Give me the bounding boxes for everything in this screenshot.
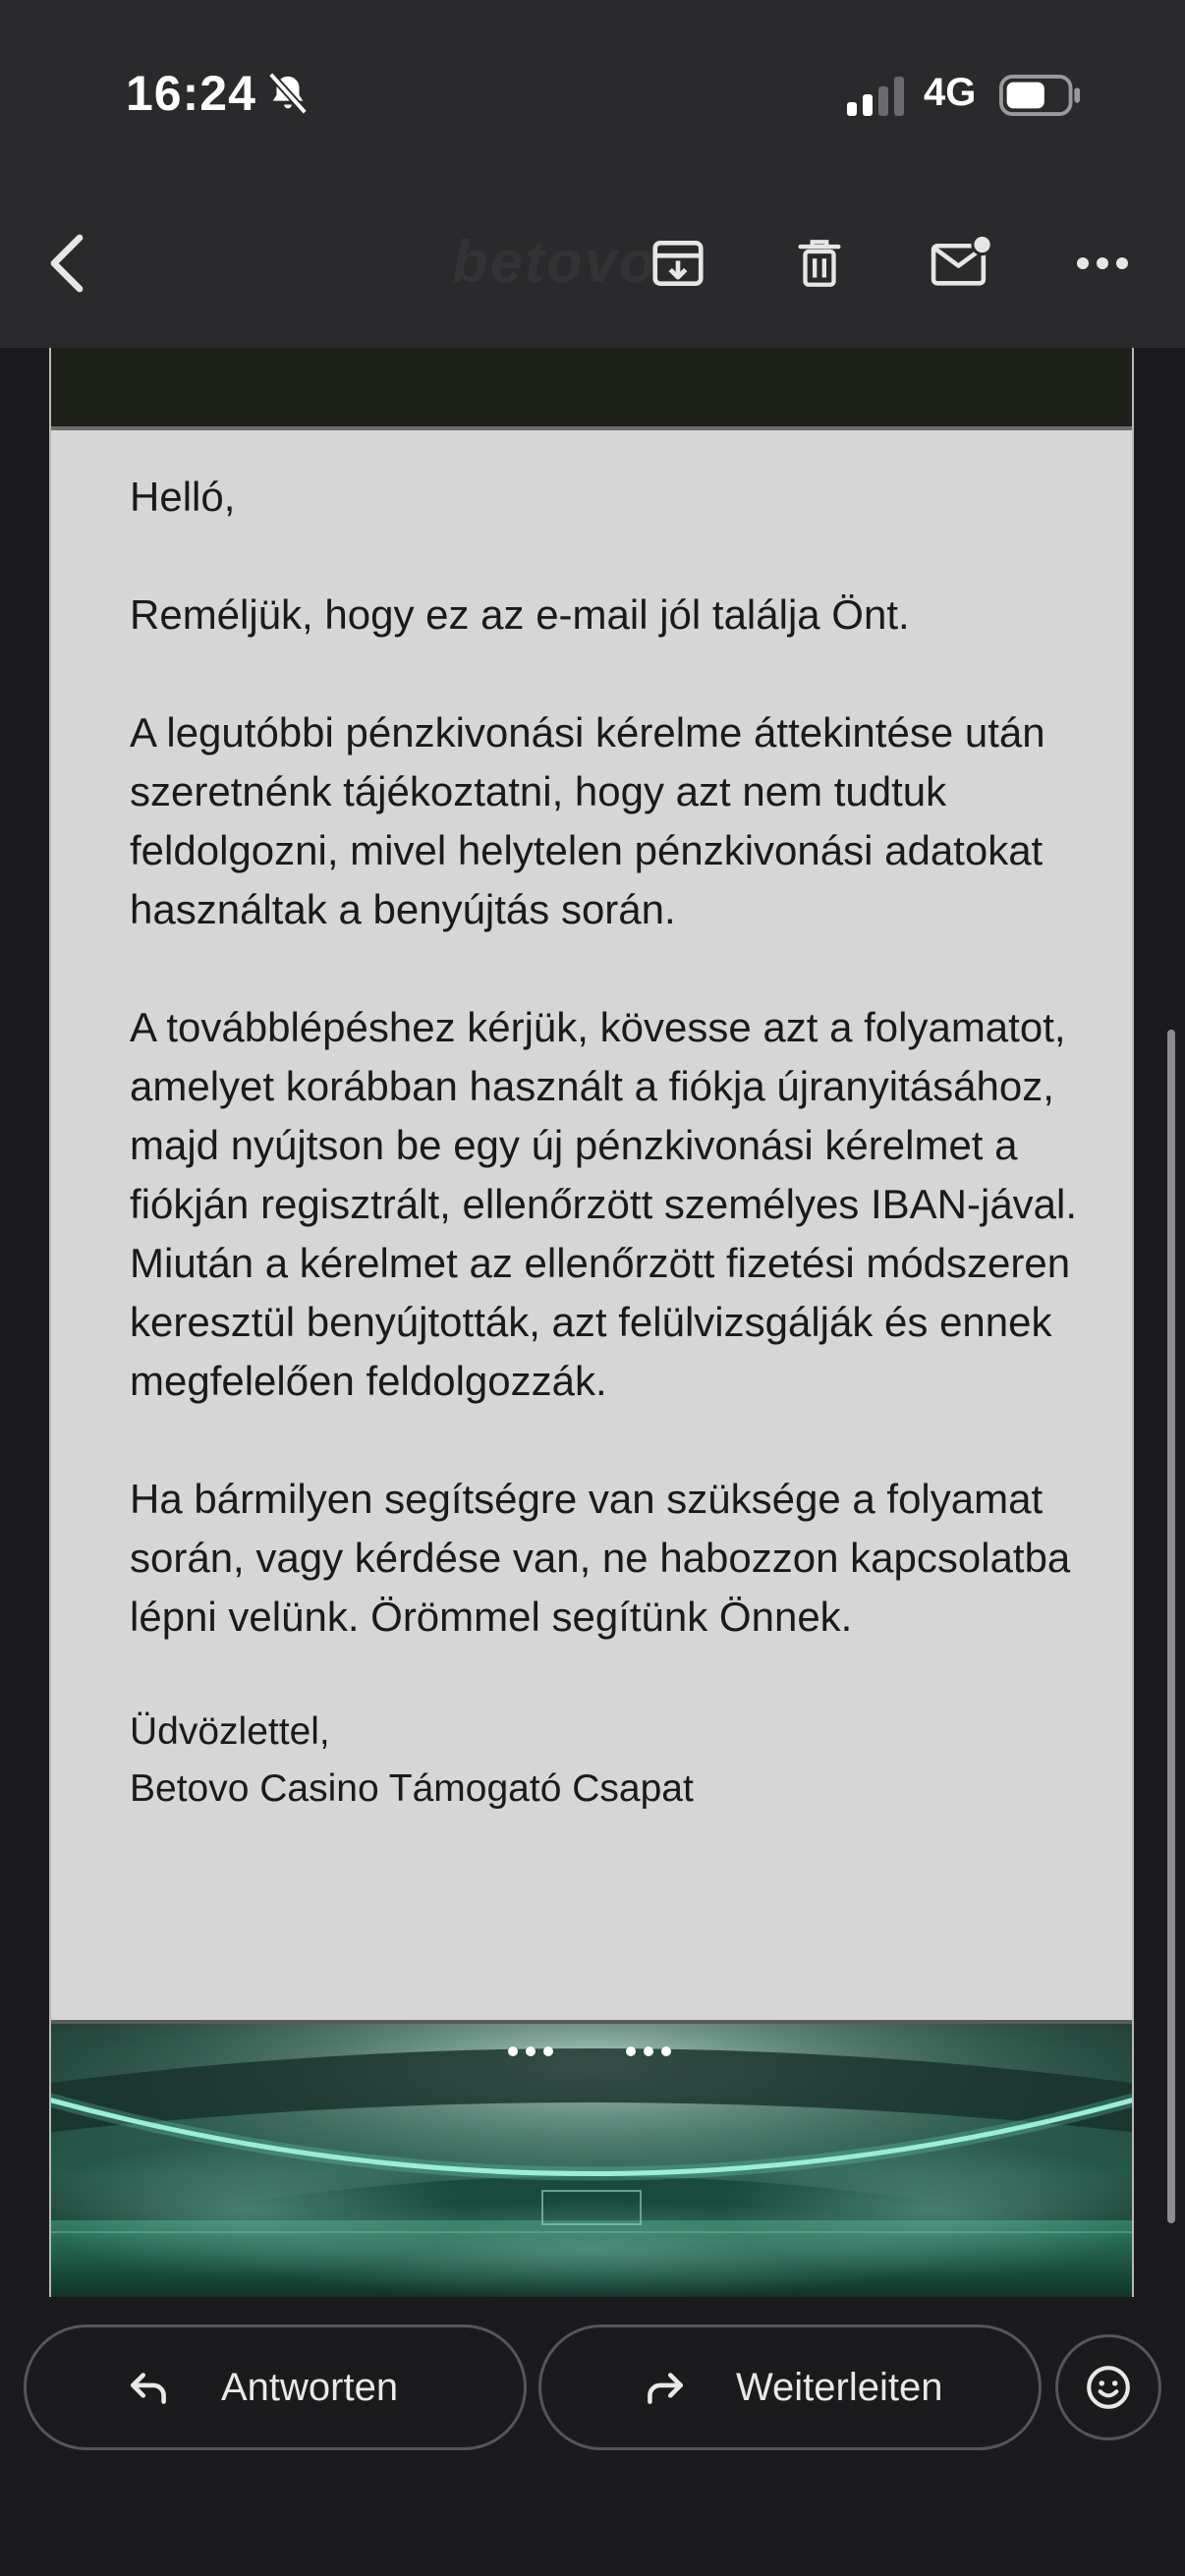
stadium-banner-image (51, 2024, 1132, 2299)
battery-icon (998, 75, 1083, 116)
scroll-indicator[interactable] (1167, 1030, 1175, 2223)
emoji-reaction-button[interactable] (1055, 2334, 1161, 2440)
reply-label: Antworten (221, 2365, 399, 2409)
forward-button[interactable] (538, 2324, 1042, 2450)
email-greeting: Helló, (130, 474, 236, 520)
bell-slash-icon (265, 71, 310, 116)
email-content (130, 468, 1124, 1816)
bottom-action-bar (0, 2297, 1185, 2576)
email-body (51, 430, 1132, 2024)
email-paragraph: Ha bármilyen segítségre van szüksége a folyamat során, vagy kérdése van, ne habozzon kapcsolatba lépni velünk. Örömmel segítünk Önnek. (130, 1476, 1071, 1640)
delete-button[interactable] (780, 224, 859, 303)
chevron-left-icon (44, 232, 89, 295)
trash-icon (791, 233, 848, 294)
emoji-icon (1084, 2363, 1133, 2412)
archive-button[interactable] (639, 224, 717, 303)
top-header (0, 0, 1185, 348)
mark-unread-button[interactable] (922, 224, 1000, 303)
mark-unread-icon (929, 233, 993, 294)
reply-button[interactable] (24, 2324, 527, 2450)
email-signoff: Üdvözlettel, (130, 1710, 330, 1753)
more-options-button[interactable] (1063, 224, 1142, 303)
network-label: 4G (924, 71, 977, 114)
email-header-banner (51, 348, 1132, 430)
more-icon (1075, 255, 1130, 271)
archive-icon (648, 233, 708, 294)
forward-label: Weiterleiten (736, 2365, 943, 2409)
email-paragraph: Reméljük, hogy ez az e-mail jól találja Önt. (130, 591, 910, 638)
email-paragraph: A legutóbbi pénzkivonási kérelme áttekintése után szeretnénk tájékoztatni, hogy azt nem tudtuk feldolgozni, mivel helytelen pénzkivonási adatokat használtak a benyújtás során. (130, 709, 1045, 932)
reply-icon (125, 2363, 174, 2412)
status-time: 16:24 (126, 66, 256, 121)
signal-icon (847, 77, 906, 116)
email-signature: Betovo Casino Támogató Csapat (130, 1767, 694, 1810)
stadium-illustration (51, 2024, 1132, 2299)
forward-icon (640, 2363, 689, 2412)
email-paragraph: A továbblépéshez kérjük, kövesse azt a folyamatot, amelyet korábban használt a fiókja újranyitásához, majd nyújtson be egy új pénzkivonási kérelmet a fiókján regisztrált, ellenőrzött személyes IBAN-jával. Miután a kérelmet az ellenőrzött fizetési módszeren keresztül benyújtották, azt felülvizsgálják és ennek megfelelően feldolgozzák. (130, 1004, 1078, 1404)
back-button[interactable] (28, 224, 106, 303)
brand-logo-ghost: betovo (452, 229, 657, 295)
